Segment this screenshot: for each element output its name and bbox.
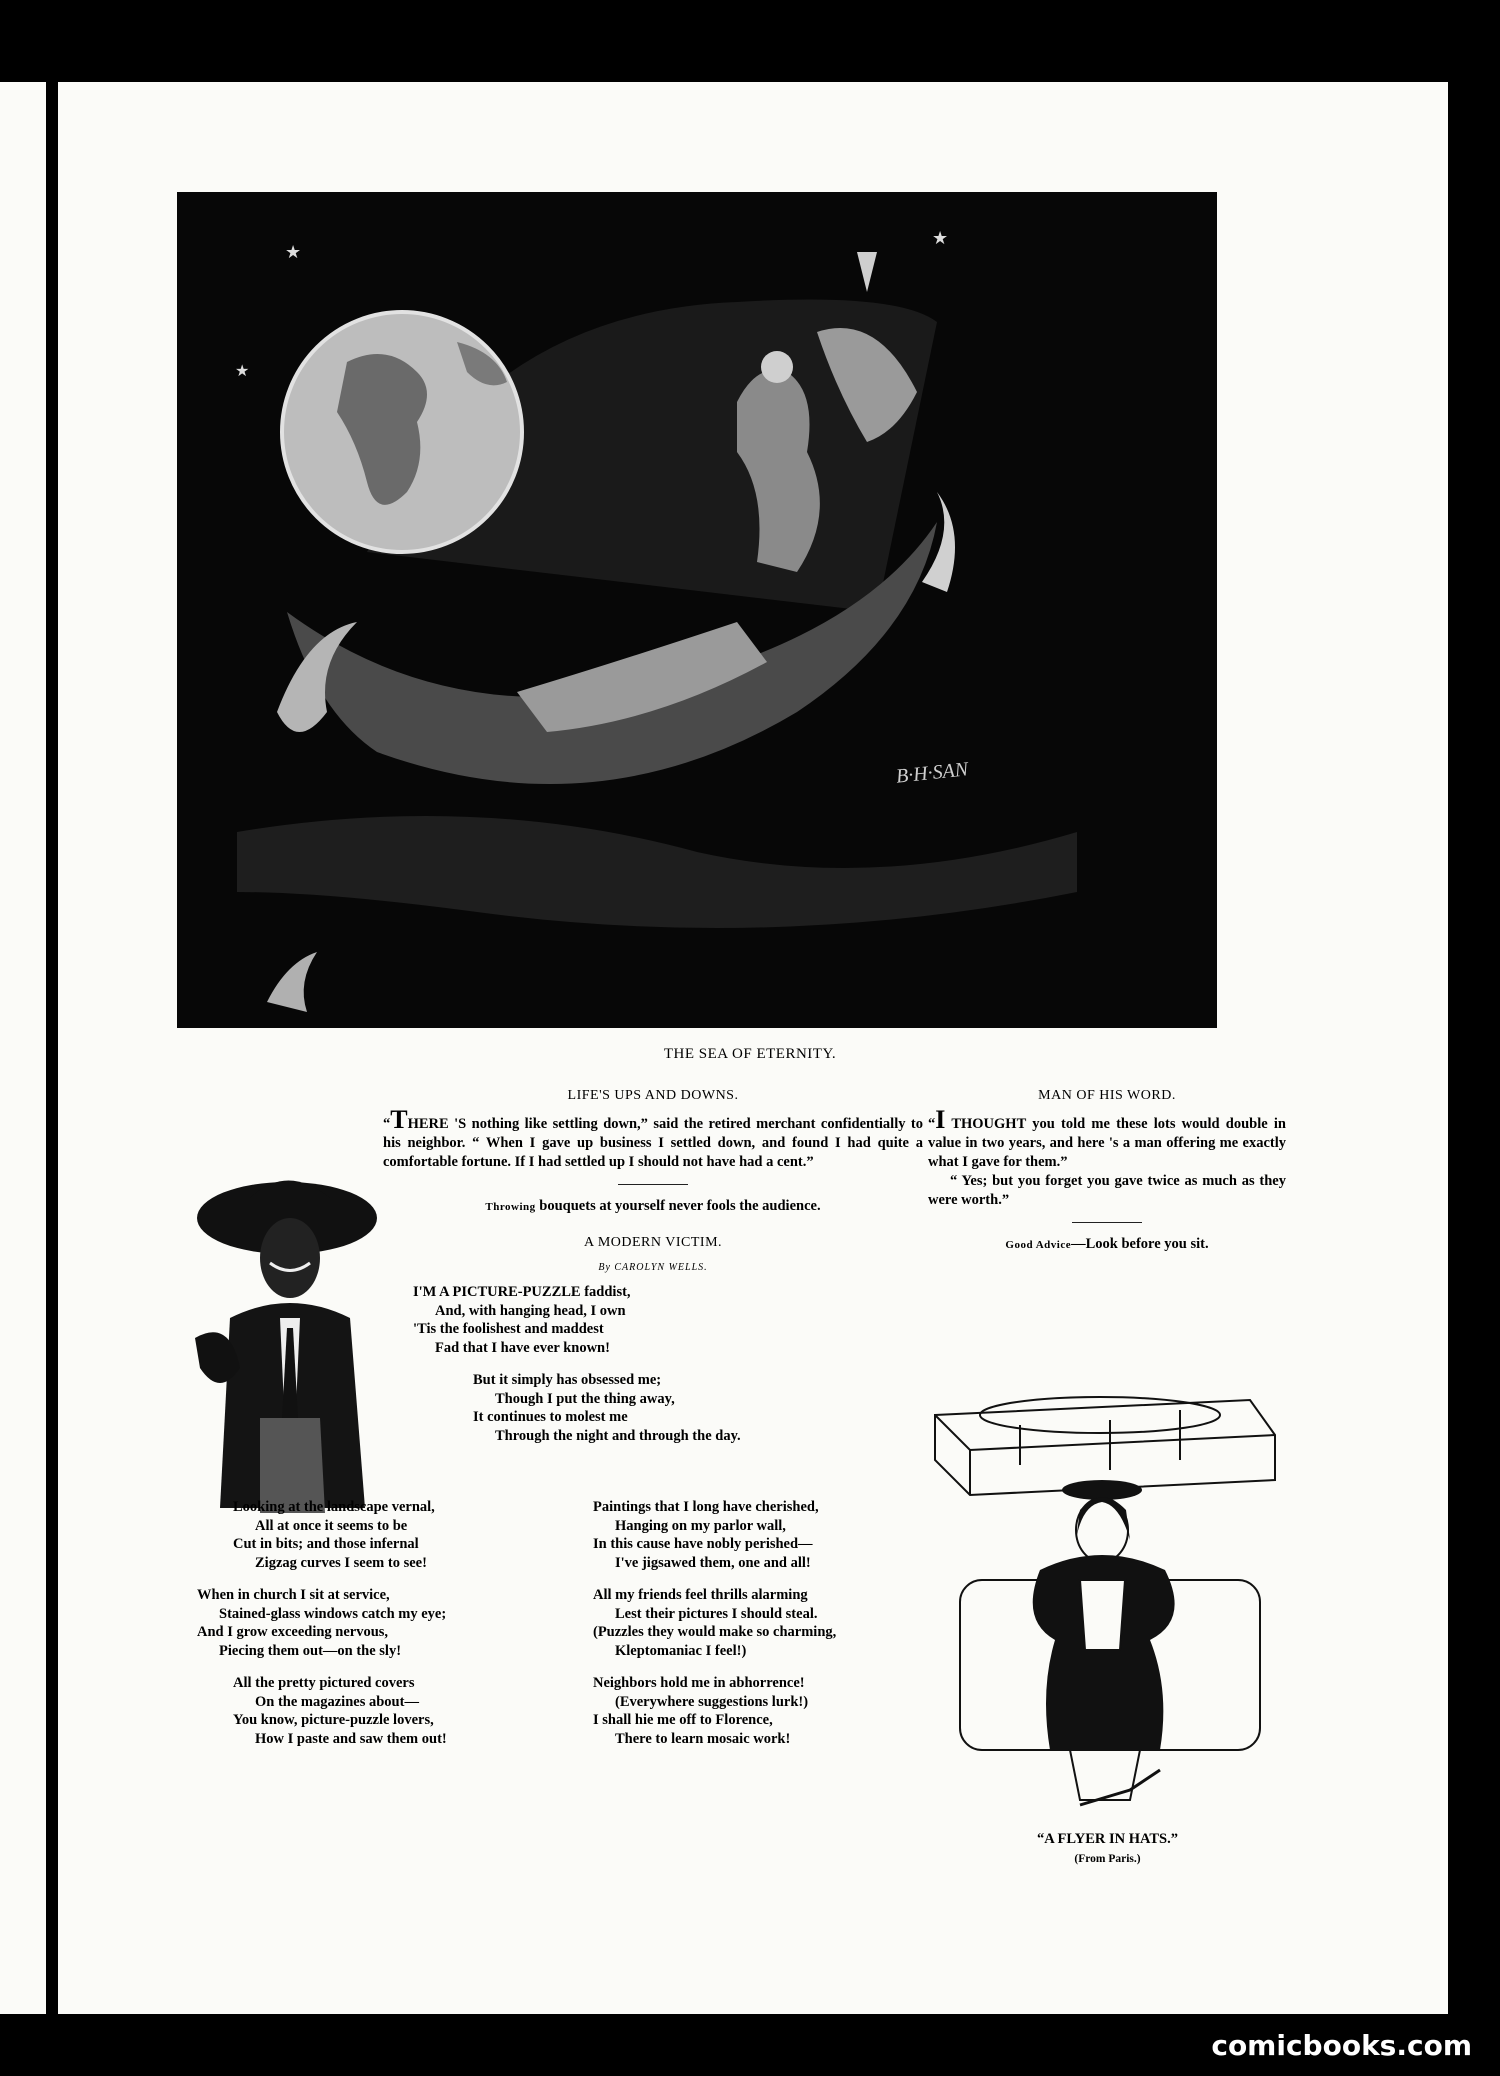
poem-line: I've jigsawed them, one and all! (615, 1554, 811, 1571)
article-title-man-of-word: MAN OF HIS WORD. (1038, 1088, 1176, 1103)
poem-line: (Puzzles they would make so charming, (593, 1624, 837, 1640)
poem-line: When in church I sit at service, (197, 1587, 390, 1603)
poem-line: You know, picture-puzzle lovers, (233, 1712, 434, 1728)
svg-text:★: ★ (932, 228, 949, 248)
stanza (413, 1371, 923, 1445)
article-text: THOUGHT you told me these lots would double in value in two years, and here 's a man offering me exactly what I gave for them.” (928, 1116, 1286, 1170)
stanza (593, 1586, 923, 1660)
poem-line: Though I put the thing away, (495, 1390, 675, 1407)
drop-cap: T (390, 1105, 408, 1134)
throwing-rest: bouquets at yourself never fools the audience. (535, 1198, 821, 1214)
throwing-bouquets-line (383, 1197, 923, 1217)
poem-line: Cut in bits; and those infernal (233, 1536, 419, 1552)
poem-columns (197, 1498, 923, 1762)
flyer-subcaption: (From Paris.) (1074, 1853, 1141, 1865)
poem-line: I'M A PICTURE-PUZZLE faddist, (413, 1284, 631, 1300)
poem-line: And, with hanging head, I own (435, 1302, 626, 1319)
drop-cap: I (935, 1105, 946, 1134)
poem-line: All at once it seems to be (255, 1517, 408, 1534)
poem-line: (Everywhere suggestions lurk!) (615, 1693, 809, 1710)
open-quote: “ (928, 1116, 936, 1132)
good-advice-rest: —Look before you sit. (1071, 1236, 1209, 1252)
divider-rule (1072, 1222, 1142, 1223)
watermark: comicbooks.com (1211, 2029, 1472, 2062)
article-title-lifes-ups: LIFE'S UPS AND DOWNS. (567, 1088, 739, 1103)
sea-of-eternity-illustration (177, 192, 1217, 1028)
divider-rule (618, 1184, 688, 1185)
illustration-caption: THE SEA OF ETERNITY. (663, 1046, 837, 1062)
small-caps-lead: Throwing (485, 1201, 536, 1213)
article-text: HERE 'S nothing like settling down,” said the retired merchant confidentially to his neighbor. “ When I gave up business I settled down, and found I had quite a comfortable fortune. If I had settled up I should not have had a cent.” (383, 1116, 923, 1170)
poem-line: Fad that I have ever known! (435, 1339, 610, 1356)
article-body-lifes-ups (383, 1105, 923, 1172)
poem-line: But it simply has obsessed me; (473, 1372, 662, 1388)
poem-line: Lest their pictures I should steal. (615, 1605, 818, 1622)
poem-line: And I grow exceeding nervous, (197, 1624, 389, 1640)
poem-line: All my friends feel thrills alarming (593, 1587, 808, 1603)
poem-line: There to learn mosaic work! (615, 1730, 791, 1747)
man-drawing (190, 1168, 385, 1534)
poem-line: How I paste and saw them out! (255, 1730, 447, 1747)
good-advice-line (928, 1235, 1286, 1255)
poem-byline: By CAROLYN WELLS. (598, 1262, 708, 1273)
poem-line: Neighbors hold me in abhorrence! (593, 1675, 805, 1691)
poem-title: A MODERN VICTIM. (583, 1235, 723, 1250)
middle-column (383, 1086, 923, 1459)
article-body-man-of-word (928, 1105, 1286, 1172)
poem-line: 'Tis the foolishest and maddest (413, 1321, 604, 1337)
poem-column-right (593, 1498, 923, 1762)
stanza (413, 1283, 923, 1357)
poem-column-left (197, 1498, 563, 1762)
poem-line: Zigzag curves I seem to see! (255, 1554, 427, 1571)
poem-line: It continues to molest me (473, 1409, 628, 1425)
artist-signature: B·H·SAN (894, 758, 970, 788)
stanza (233, 1498, 563, 1572)
poem-line: Kleptomaniac I feel!) (615, 1642, 747, 1659)
poem-line: In this cause have nobly perished— (593, 1536, 813, 1552)
illustration-art (177, 192, 1217, 1028)
woman-airplane-hat-figure (930, 1390, 1285, 1820)
open-quote: “ (383, 1116, 391, 1132)
poem-line: Stained-glass windows catch my eye; (219, 1605, 447, 1622)
poem-line: I shall hie me off to Florence, (593, 1712, 773, 1728)
poem-line: Piecing them out—on the sly! (219, 1642, 402, 1659)
flyer-caption: “A FLYER IN HATS.” (1036, 1831, 1178, 1847)
stanza (593, 1674, 923, 1748)
stanza (593, 1498, 923, 1572)
stanza (197, 1586, 563, 1660)
small-caps-lead: Good Advice (1005, 1239, 1072, 1251)
poem-line: Looking at the landscape vernal, (233, 1499, 435, 1515)
right-column (928, 1086, 1286, 1255)
article-reply: “ Yes; but you forget you gave twice as much as they were worth.” (928, 1173, 1286, 1208)
poem-line: Paintings that I long have cherished, (593, 1499, 819, 1515)
woman-drawing (930, 1390, 1285, 1820)
poem-intro (383, 1283, 923, 1445)
poem-line: On the magazines about— (255, 1693, 419, 1710)
man-in-hat-figure (190, 1168, 385, 1534)
poem-line: All the pretty pictured covers (233, 1675, 415, 1691)
poem-line: Hanging on my parlor wall, (615, 1517, 786, 1534)
stanza (233, 1674, 563, 1748)
svg-text:★: ★ (235, 363, 250, 380)
poem-line: Through the night and through the day. (495, 1427, 741, 1444)
svg-text:★: ★ (285, 242, 302, 262)
